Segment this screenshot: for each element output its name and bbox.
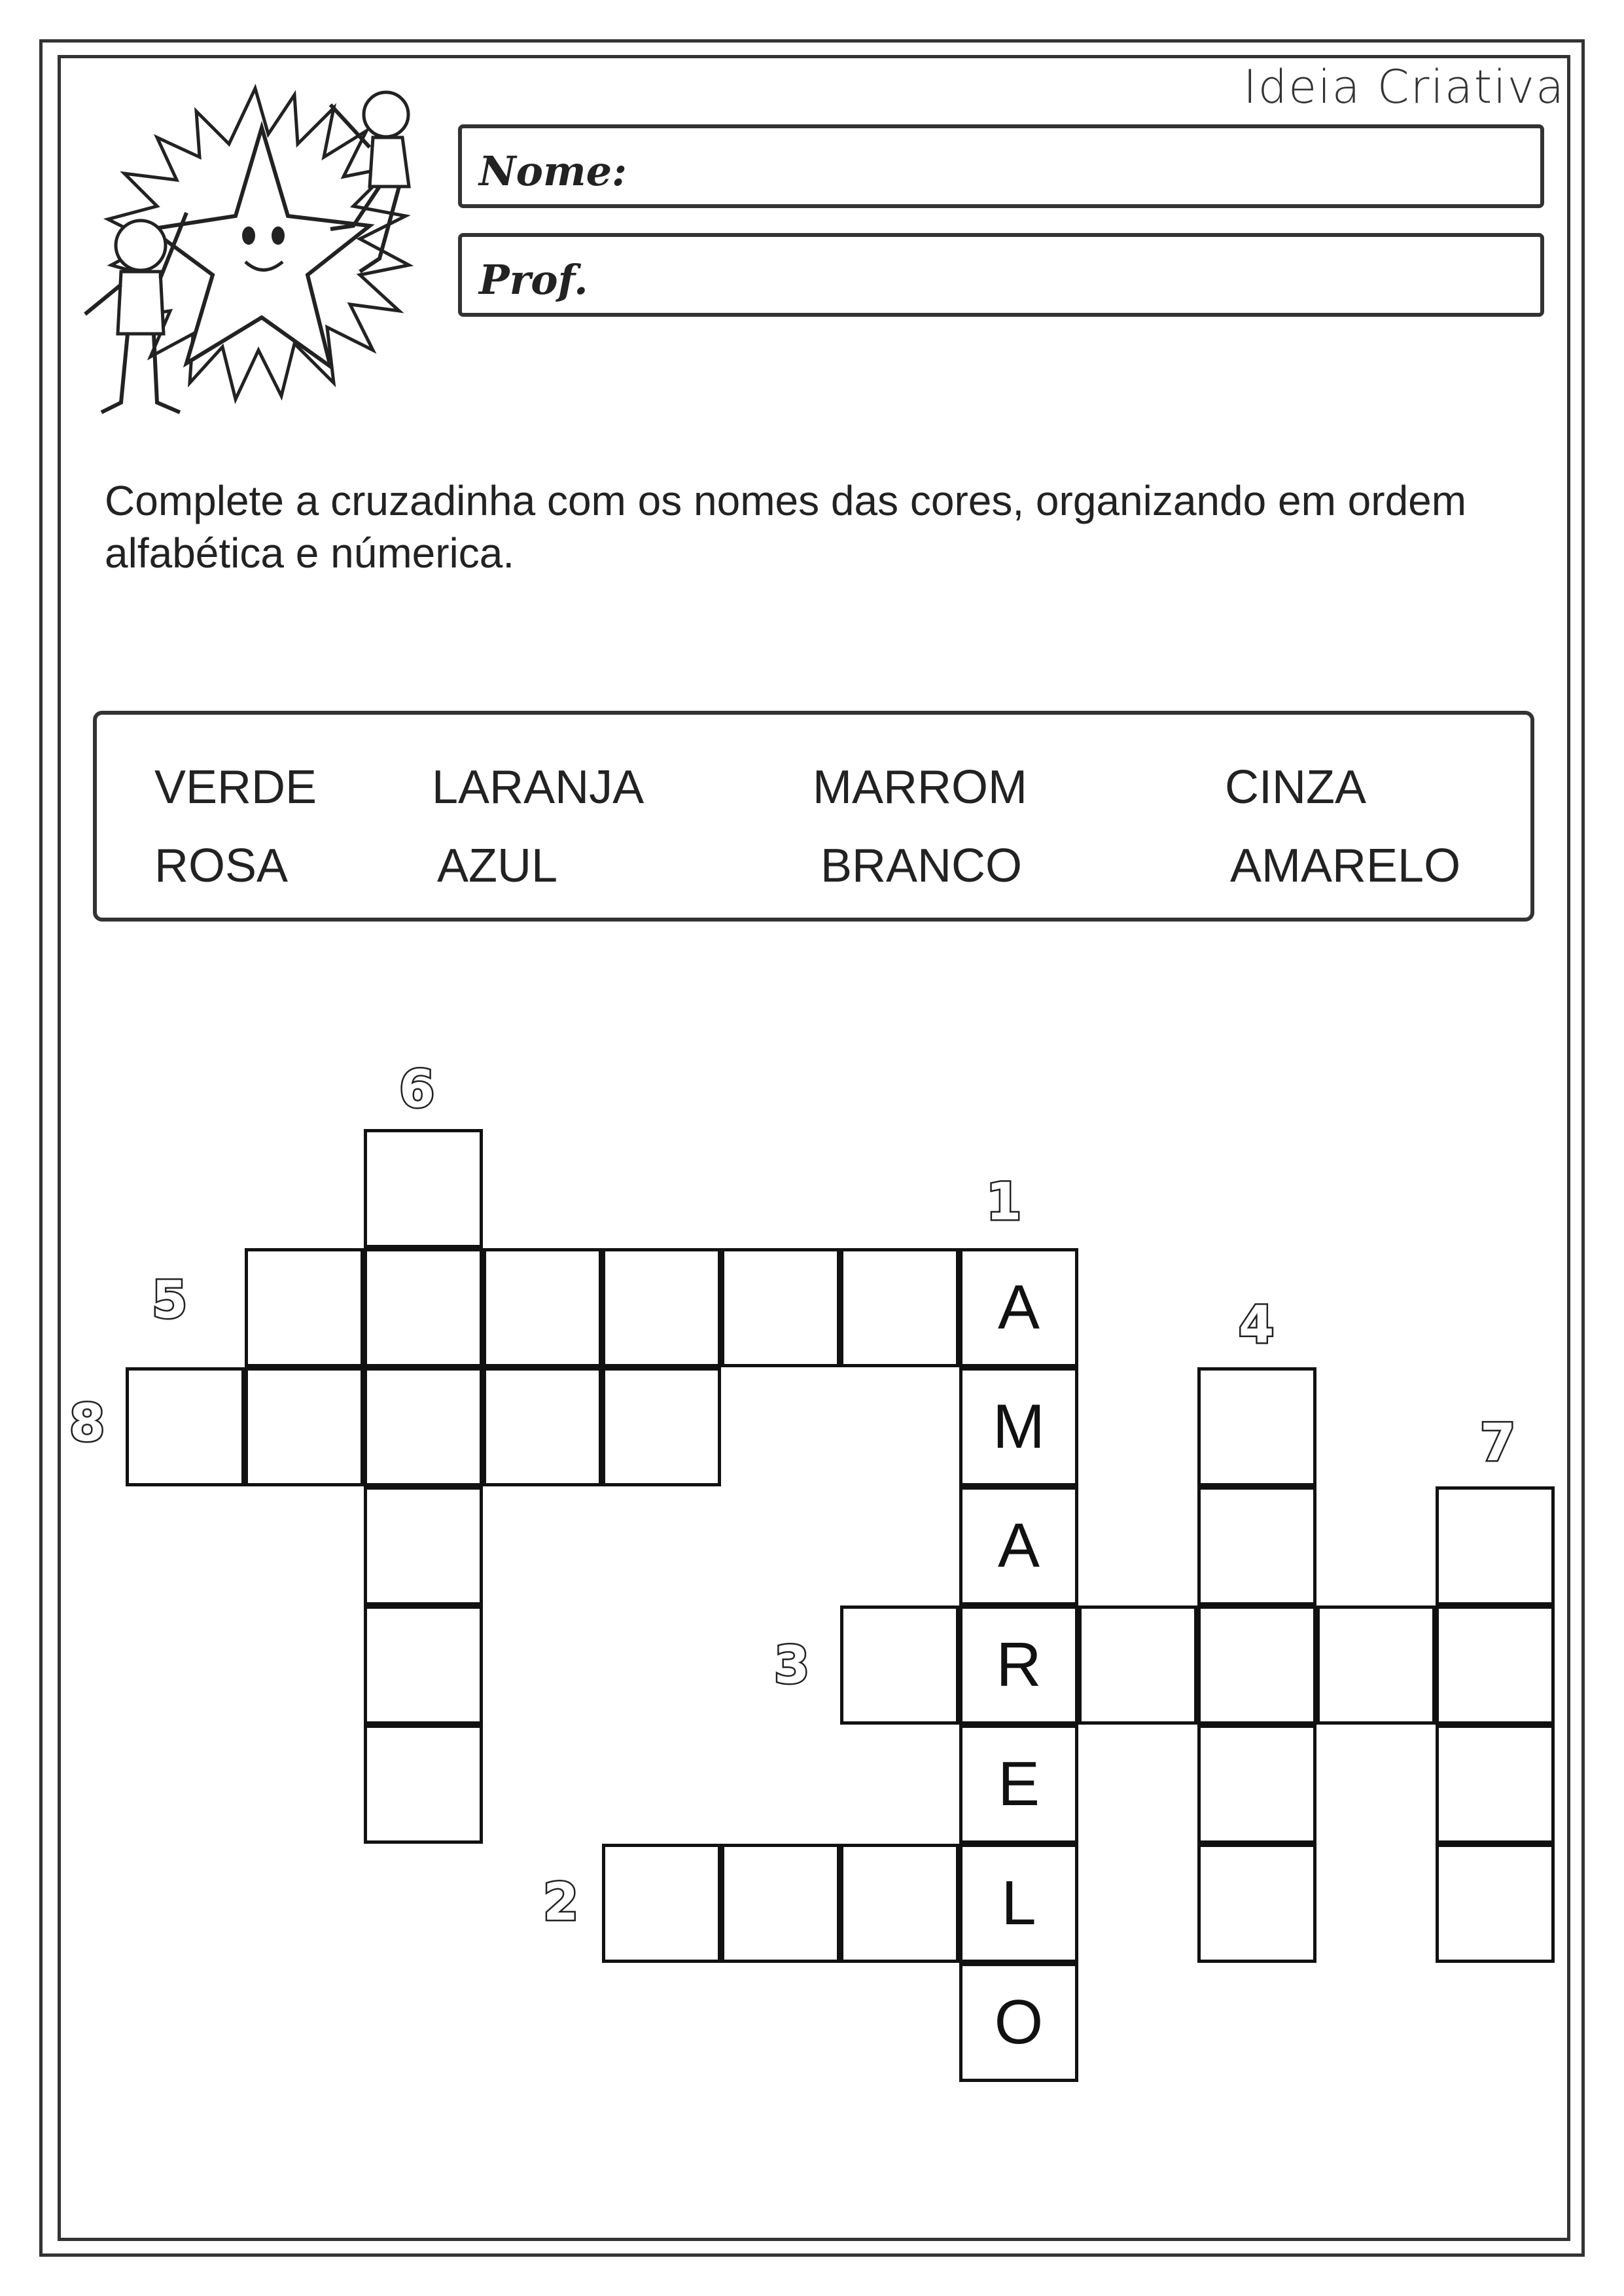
crossword-cell[interactable] (364, 1725, 483, 1844)
word-bank-item: AZUL (437, 840, 558, 892)
crossword-cell[interactable] (1436, 1486, 1555, 1605)
crossword-cell[interactable] (1197, 1367, 1316, 1486)
clue-number: 4 (1239, 1296, 1275, 1355)
girl-head (364, 92, 408, 137)
given-letter: A (997, 1511, 1040, 1581)
crossword-cell[interactable] (1078, 1605, 1197, 1725)
boy-leg-left (101, 334, 128, 412)
crossword-cell (959, 1844, 1078, 1963)
clue-number: 3 (774, 1636, 810, 1695)
boy-leg-right (154, 334, 180, 412)
crossword-cell[interactable] (602, 1248, 721, 1367)
crossword-cell (959, 1486, 1078, 1605)
crossword-cell[interactable] (483, 1367, 602, 1486)
teacher-label: Prof. (479, 256, 588, 304)
given-letter: L (1001, 1868, 1036, 1938)
boy-arm-side (85, 285, 121, 314)
crossword-cell[interactable] (1436, 1725, 1555, 1844)
crossword-cell[interactable] (1316, 1605, 1436, 1725)
crossword-cell[interactable] (840, 1605, 959, 1725)
crossword-cell[interactable] (364, 1129, 483, 1248)
crossword-cell[interactable] (364, 1248, 483, 1367)
crossword-cell[interactable] (602, 1844, 721, 1963)
girl-body (370, 137, 409, 187)
word-bank (93, 711, 1534, 922)
given-letter: O (994, 1987, 1044, 2057)
teacher-field[interactable] (458, 233, 1544, 317)
crossword-cell[interactable] (1436, 1605, 1555, 1725)
clue-number: 2 (543, 1873, 579, 1932)
clue-number: 7 (1480, 1414, 1516, 1473)
star-eye-right (272, 226, 285, 245)
clue-number: 6 (399, 1060, 435, 1119)
word-bank-item: LARANJA (432, 761, 644, 814)
crossword-cell (959, 1248, 1078, 1367)
boy-body (118, 272, 164, 334)
given-letter: R (996, 1630, 1042, 1700)
star-children-illustration (72, 75, 438, 432)
crossword-cell[interactable] (364, 1486, 483, 1605)
crossword-cell[interactable] (483, 1248, 602, 1367)
crossword-cell[interactable] (364, 1605, 483, 1725)
word-bank-item: VERDE (154, 761, 317, 814)
given-letter: M (993, 1391, 1045, 1462)
word-bank-item: MARROM (813, 761, 1027, 814)
clue-number: 1 (986, 1173, 1022, 1232)
crossword-cell[interactable] (721, 1248, 840, 1367)
star-eye-left (242, 226, 255, 245)
crossword-cell[interactable] (1436, 1844, 1555, 1963)
crossword-cell[interactable] (721, 1844, 840, 1963)
crossword-cell[interactable] (364, 1367, 483, 1486)
crossword-cell[interactable] (1197, 1725, 1316, 1844)
word-bank-item: AMARELO (1230, 840, 1461, 892)
word-bank-item: CINZA (1225, 761, 1366, 814)
crossword-cell[interactable] (602, 1367, 721, 1486)
boy-head (116, 221, 166, 270)
crossword-cell[interactable] (1197, 1844, 1316, 1963)
clue-number: 5 (152, 1271, 188, 1330)
name-field[interactable] (458, 124, 1544, 208)
given-letter: A (997, 1272, 1040, 1342)
word-bank-item: BRANCO (821, 840, 1023, 892)
given-letter: E (997, 1749, 1040, 1819)
clue-number: 8 (69, 1394, 105, 1453)
crossword-cell (959, 1367, 1078, 1486)
crossword-cell (959, 1605, 1078, 1725)
crossword-cell[interactable] (245, 1367, 364, 1486)
word-bank-item: ROSA (154, 840, 289, 892)
crossword-cell (959, 1963, 1078, 2082)
name-label: Nome: (479, 147, 627, 195)
crossword-cell[interactable] (1197, 1605, 1316, 1725)
crossword-cell[interactable] (840, 1248, 959, 1367)
crossword-cell[interactable] (126, 1367, 245, 1486)
brand-label: Ideia Criativa (1243, 60, 1565, 114)
crossword-cell[interactable] (1197, 1486, 1316, 1605)
crossword-cell (959, 1725, 1078, 1844)
instructions-text: Complete a cruzadinha com os nomes das cores, organizando em ordem alfabética e númerica. (105, 477, 1467, 577)
crossword-cell[interactable] (245, 1248, 364, 1367)
crossword-cell[interactable] (840, 1844, 959, 1963)
